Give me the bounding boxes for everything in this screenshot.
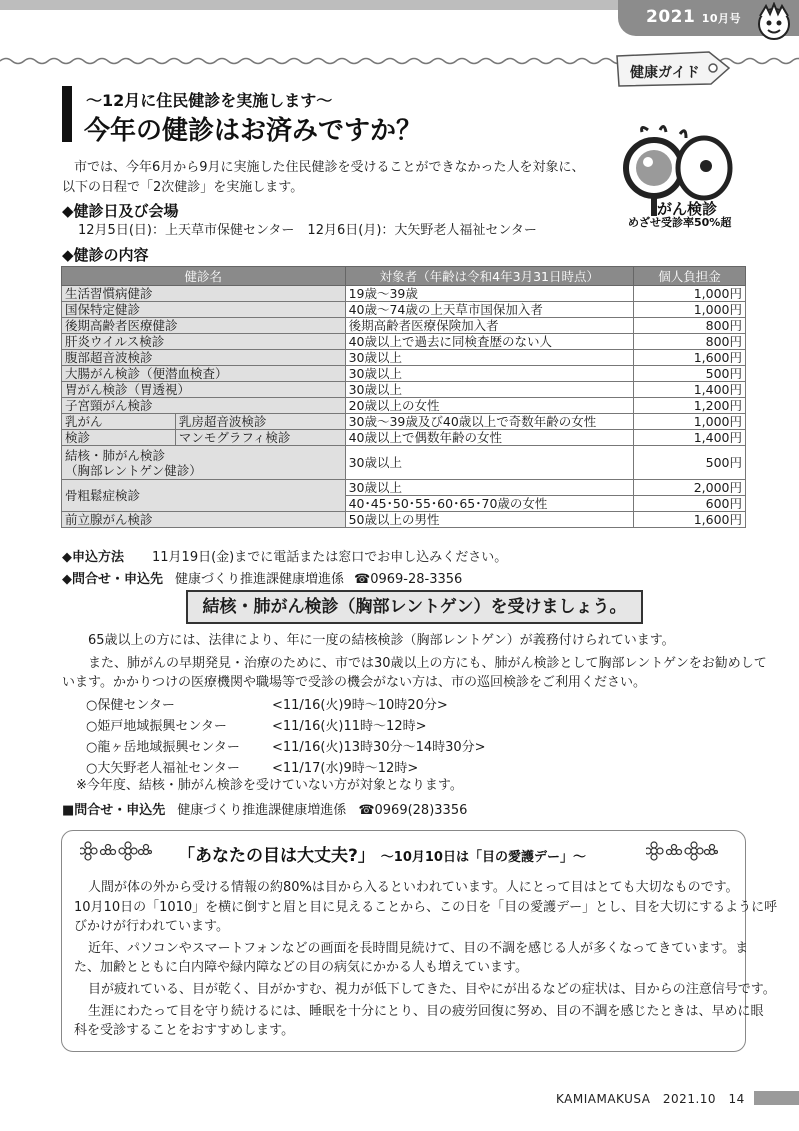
table-row: 骨粗鬆症検診 30歳以上 2,000円 bbox=[62, 480, 746, 496]
schedule-time: <11/17(水)9時～12時> bbox=[272, 761, 419, 776]
xray-contact: ■問合せ・申込先 健康づくり推進課健康増進係 ☎0969(28)3356 bbox=[62, 803, 468, 818]
table-row: 腹部超音波検診 30歳以上 1,600円 bbox=[62, 350, 746, 366]
table-header-name: 健診名 bbox=[62, 267, 346, 286]
table-row: 検診 マンモグラフィ検診 40歳以上で偶数年齢の女性 1,400円 bbox=[62, 430, 746, 446]
table-row: 大腸がん検診（便潜血検査） 30歳以上 500円 bbox=[62, 366, 746, 382]
schedule-item: ○大矢野老人福祉センター bbox=[86, 761, 240, 776]
page-footer: KAMIAMAKUSA 2021.10 14 bbox=[556, 1092, 745, 1106]
apply-contact: ◆問合せ・申込先 健康づくり推進課健康増進係 ☎0969-28-3356 bbox=[62, 572, 463, 587]
tb-exam-name: 結核・肺がん検診 （胸部レントゲン健診） bbox=[62, 446, 346, 480]
dates-text: 12月5日(日)：上天草市保健センター 12月6日(月)：大矢野老人福祉センター bbox=[78, 223, 537, 238]
logo-label: がん検診 bbox=[657, 200, 718, 218]
schedule-time: <11/16(火)11時～12時> bbox=[272, 719, 427, 734]
schedule-time: <11/16(火)13時30分～14時30分> bbox=[272, 740, 486, 755]
issue-date: 2021 10月号 bbox=[646, 7, 742, 27]
schedule-item: ○姫戸地域振興センター bbox=[86, 719, 227, 734]
table-row: 前立腺がん検診 50歳以上の男性 1,600円 bbox=[62, 512, 746, 528]
eye-paragraph-4a: 生涯にわたって目を守り続けるには、睡眠を十分にとり、目の疲労回復に努め、目の不調を感じたときは、早めに眼 bbox=[88, 1004, 764, 1019]
table-row: 肝炎ウイルス検診 40歳以上で過去に同検査歴のない人 800円 bbox=[62, 334, 746, 350]
eye-paragraph-2b: た、加齢とともに白内障や緑内障などの目の病気にかかる人も増えています。 bbox=[74, 960, 528, 975]
table-row: 乳がん 乳房超音波検診 30歳～39歳及び40歳以上で奇数年齢の女性 1,000円 bbox=[62, 414, 746, 430]
eye-paragraph-1c: びかけが行われています。 bbox=[74, 919, 229, 934]
xray-paragraph-2a: また、肺がんの早期発見・治療のために、市では30歳以上の方にも、肺がん検診として胸部レントゲンをお勧めして bbox=[88, 656, 767, 671]
table-row: 後期高齢者医療健診 後期高齢者医療保険加入者 800円 bbox=[62, 318, 746, 334]
table-row: 子宮頸がん検診 20歳以上の女性 1,200円 bbox=[62, 398, 746, 414]
table-header-fee: 個人負担金 bbox=[634, 267, 746, 286]
eye-paragraph-1b: 10月10日の「1010」を横に倒すと眉と目に見えることから、この日を「目の愛護デー」とし、目を大切にするように呼 bbox=[74, 900, 778, 915]
guide-tag-label: 健康ガイド bbox=[630, 65, 700, 81]
footer-bar bbox=[754, 1091, 799, 1105]
schedule-time: <11/16(火)9時～10時20分> bbox=[272, 698, 448, 713]
table-row: 40･45･50･55･60･65･70歳の女性 600円 bbox=[62, 496, 746, 512]
schedule-item: ○保健センター bbox=[86, 698, 175, 713]
table-row: 結核・肺がん検診 （胸部レントゲン健診） 30歳以上 500円 bbox=[62, 446, 746, 480]
table-header-target: 対象者（年齢は令和4年3月31日時点） bbox=[345, 267, 634, 286]
table-row: 生活習慣病健診 19歳～39歳 1,000円 bbox=[62, 286, 746, 302]
content-heading: ◆健診の内容 bbox=[62, 246, 149, 264]
breast-group-label-2: 検診 bbox=[62, 430, 176, 446]
breast-group-label: 乳がん bbox=[62, 414, 176, 430]
eye-paragraph-4b: 科を受診することをおすすめします。 bbox=[74, 1023, 295, 1038]
eye-paragraph-3: 目が疲れている、目が乾く、目がかすむ、視力が低下してきた、目やにが出るなどの症状は、目からの注意信号です。 bbox=[88, 982, 776, 997]
eye-paragraph-2a: 近年、パソコンやスマートフォンなどの画面を長時間見続けて、目の不調を感じる人が多くなってきています。ま bbox=[88, 941, 749, 956]
mascot-icon bbox=[752, 2, 796, 46]
xray-paragraph-2b: います。かかりつけの医療機関や職場等で受診の機会がない方は、市の巡回検診をご利用ください。 bbox=[62, 675, 646, 690]
xray-note: ※今年度、結核・肺がん検診を受けていない方が対象となります。 bbox=[76, 778, 463, 793]
table-row: 国保特定健診 40歳～74歳の上天草市国保加入者 1,000円 bbox=[62, 302, 746, 318]
article-subtitle: ～12月に住民健診を実施します～ bbox=[86, 91, 333, 110]
table-row: 胃がん検診（胃透視） 30歳以上 1,400円 bbox=[62, 382, 746, 398]
exam-table bbox=[61, 266, 746, 528]
intro-line-1: 市では、今年6月から9月に実施した住民健診を受けることができなかった人を対象に、 bbox=[74, 160, 585, 175]
dates-heading: ◆健診日及び会場 bbox=[62, 202, 179, 220]
xray-paragraph-1: 65歳以上の方には、法律により、年に一度の結核検診（胸部レントゲン）が義務付けられています。 bbox=[88, 633, 675, 648]
intro-line-2: 以下の日程で「2次健診」を実施します。 bbox=[62, 180, 304, 195]
schedule-item: ○龍ヶ岳地域振興センター bbox=[86, 740, 240, 755]
article-title: 今年の健診はお済みですか？ bbox=[84, 116, 423, 146]
logo-caption: めざせ受診率50%超 bbox=[628, 216, 732, 229]
eye-paragraph-1a: 人間が体の外から受ける情報の約80%は目から入るといわれています。人にとって目はとても大切なものです。 bbox=[88, 880, 739, 895]
title-accent-bar bbox=[62, 86, 72, 142]
apply-method: ◆申込方法 11月19日(金)までに電話または窓口でお申し込みください。 bbox=[62, 550, 508, 565]
flower-decoration-icon bbox=[80, 841, 152, 863]
flower-decoration-icon bbox=[646, 841, 718, 863]
eye-care-title: 「あなたの目は大丈夫?」 ～10月10日は「目の愛護デー」～ bbox=[178, 846, 586, 866]
xray-title: 結核・肺がん検診（胸部レントゲン）を受けましょう。 bbox=[186, 590, 643, 624]
